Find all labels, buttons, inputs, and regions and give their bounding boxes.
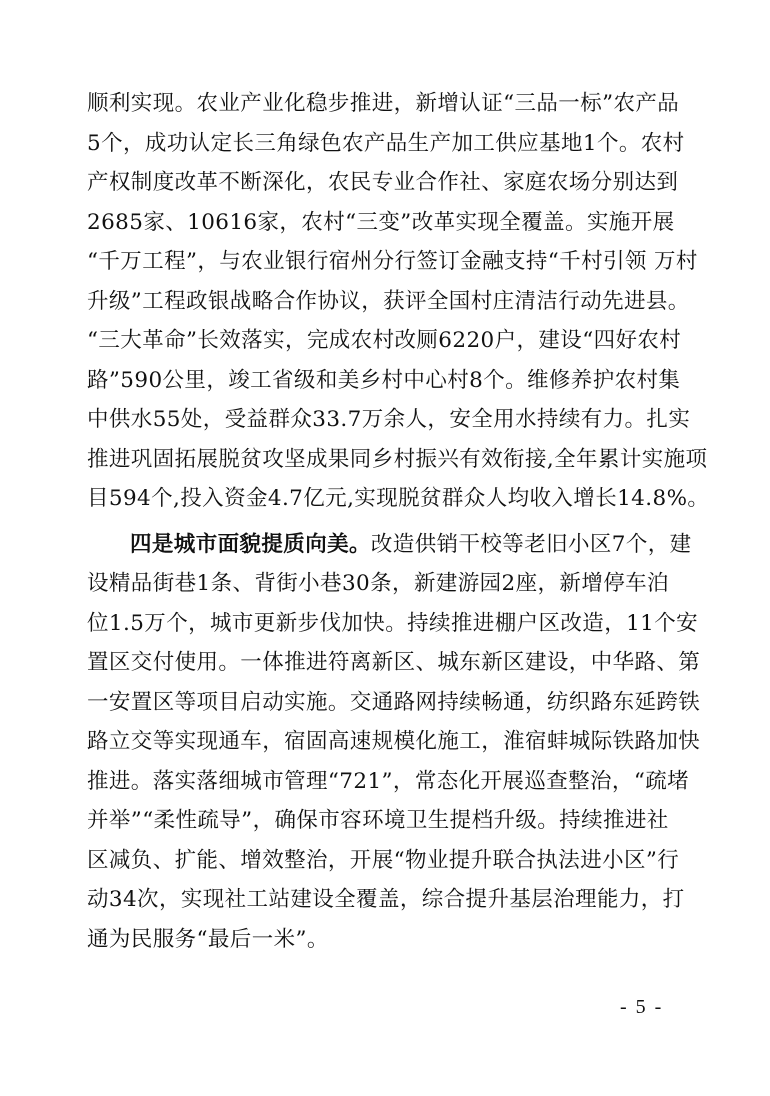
- body-text: [87, 84, 710, 959]
- text-line: 动34次，实现社工站建设全覆盖，综合提升基层治理能力，打: [87, 887, 685, 912]
- text-line: 通为民服务“最后一米”。: [87, 926, 329, 952]
- text-line: 顺利实现。农业产业化稳步推进，新增认证“三品一标”农产品: [87, 91, 680, 116]
- text-line: 5个，成功认定长三角绿色农产品生产加工供应基地1个。农村: [87, 130, 685, 156]
- paragraph-city: [87, 525, 701, 960]
- text-line: 一安置区等项目启动实施。交通路网持续畅通，纺织路东延跨铁: [87, 689, 701, 715]
- text-line: 推进。落实落细城市管理“721”，常态化开展巡查整治，“疏堵: [87, 768, 690, 794]
- text-fragment: 改造供销干校等老旧小区7个，建: [370, 531, 692, 557]
- paragraph-agriculture: [87, 84, 710, 519]
- page-number: - 5 -: [620, 996, 664, 1018]
- text-line: 产权制度改革不断深化，农民专业合作社、家庭农场分别达到: [87, 170, 679, 195]
- text-line: 目594个,投入资金4.7亿元,实现脱贫群众人均收入增长14.8%。: [87, 486, 710, 511]
- text-line: 位1.5万个，城市更新步伐加快。持续推进棚户区改造，11个安: [87, 610, 699, 636]
- text-line-first: [87, 525, 692, 565]
- text-line: 2685家、10616家，农村“三变”改革实现全覆盖。实施开展: [87, 209, 675, 235]
- text-line: 路”590公里，竣工省级和美乡村中心村8个。维修养护农村集: [87, 367, 681, 393]
- text-line: “三大革命”长效落实，完成农村改厕6220户，建设“四好农村: [87, 328, 682, 353]
- text-line: 置区交付使用。一体推进符离新区、城东新区建设，中华路、第: [87, 650, 701, 675]
- text-line: 推进巩固拓展脱贫攻坚成果同乡村振兴有效衔接,全年累计实施项: [87, 446, 708, 472]
- text-line: 路立交等实现通车，宿固高速规模化施工，淮宿蚌城际铁路加快: [87, 729, 701, 754]
- text-line: 并举”“柔性疏导”，确保市容环境卫生提档升级。持续推进社: [87, 808, 669, 833]
- section-heading: 四是城市面貌提质向美。: [130, 531, 371, 557]
- text-line: “千万工程”，与农业银行宿州分行签订金融支持“千村引领 万村: [87, 249, 698, 274]
- text-line: 设精品街巷1条、背街小巷30条，新建游园2座，新增停车泊: [87, 571, 669, 596]
- text-line: 升级”工程政银战略合作协议，获评全国村庄清洁行动先进县。: [87, 288, 690, 314]
- text-line: 中供水55处，受益群众33.7万余人，安全用水持续有力。扎实: [87, 407, 691, 432]
- text-line: 区减负、扩能、增效整治，开展“物业提升联合执法进小区”行: [87, 847, 680, 873]
